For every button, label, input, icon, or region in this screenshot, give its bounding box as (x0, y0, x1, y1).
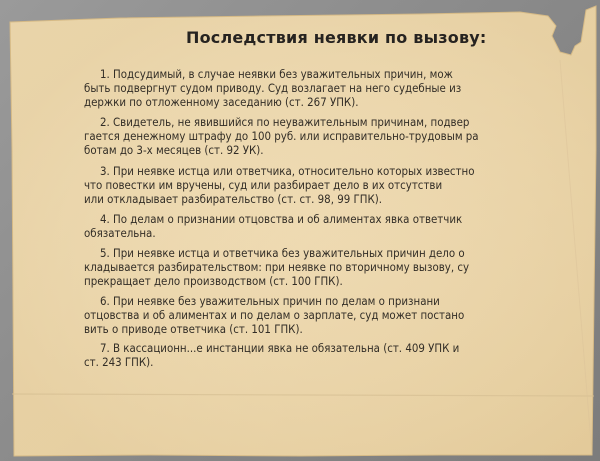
text-line: 2. Свидетель, не явившийся по неуважительным причинам, подвер (100, 115, 470, 129)
text-line: 5. При неявке истца и ответчика без уважительных причин дело о (100, 246, 465, 260)
text-line: 6. При неявке без уважительных причин по делам о признани (100, 294, 440, 308)
text-line: обязательна. (84, 226, 156, 240)
text-line: прекращает дело производством (ст. 100 ГПК). (84, 274, 343, 288)
text-line: отцовства и об алиментах и по делам о зарплате, суд может постано (84, 308, 465, 322)
text-line: ст. 243 ГПК). (84, 355, 154, 369)
text-line: кладывается разбирательством: при неявке по вторичному вызову, су (84, 260, 470, 274)
text-line: гается денежному штрафу до 100 руб. или исправительно-трудовым ра (84, 129, 479, 143)
text-line: 4. По делам о признании отцовства и об алиментах явка ответчик (100, 212, 463, 226)
document-body (84, 26, 594, 446)
document-heading: Последствия неявки по вызову: (186, 28, 487, 47)
text-line: вить о приводе ответчика (ст. 101 ГПК). (84, 322, 303, 336)
text-line: что повестки им вручены, суд или разбирает дело в их отсутстви (84, 178, 443, 192)
text-line: 1. Подсудимый, в случае неявки без уважительных причин, мож (100, 67, 453, 81)
text-line: ботам до 3-х месяцев (ст. 92 УК). (84, 143, 264, 157)
text-line: 7. В кассационн...е инстанции явка не обязательна (ст. 409 УПК и (100, 341, 460, 355)
text-line: 3. При неявке истца или ответчика, относительно которых известно (100, 164, 475, 178)
text-line: или откладывает разбирательство (ст. ст. 98, 99 ГПК). (84, 192, 382, 206)
text-line: быть подвергнут судом приводу. Суд возлагает на него судебные из (84, 81, 462, 95)
text-line: держки по отложенному заседанию (ст. 267 УПК). (84, 95, 359, 109)
